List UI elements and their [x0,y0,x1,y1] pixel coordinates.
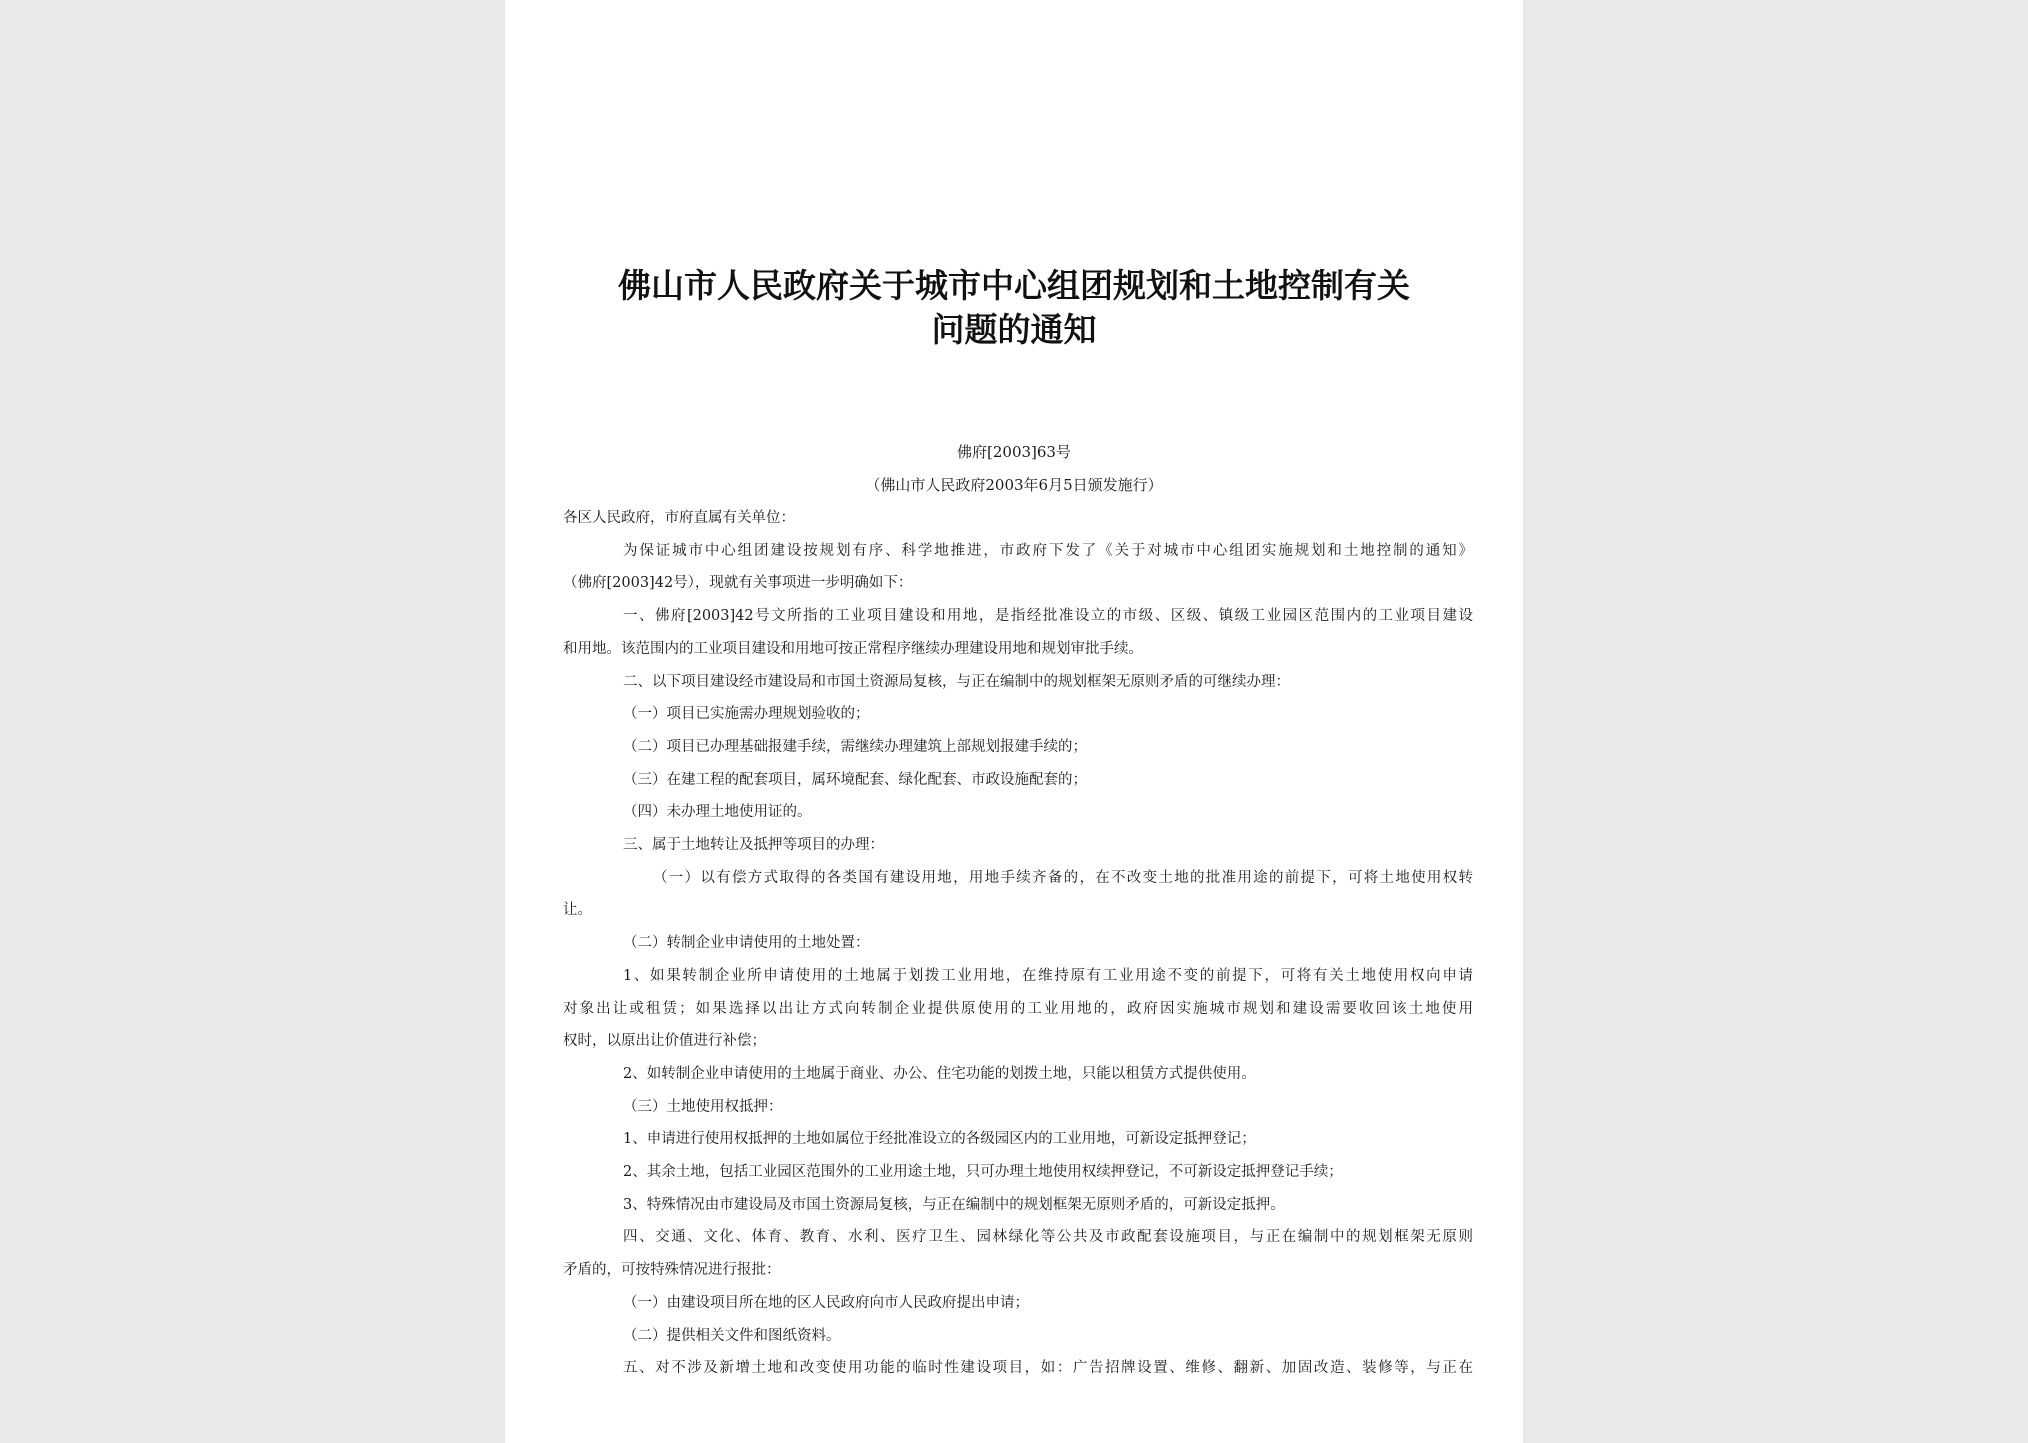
paragraph-line: 2、其余土地，包括工业园区范围外的工业用途土地，只可办理土地使用权续押登记，不可新设定抵押登记手续； [623,1164,1343,1180]
paragraph-line: （二）项目已办理基础报建手续，需继续办理建筑上部规划报建手续的； [623,739,1087,755]
paragraph-line: （二）提供相关文件和图纸资料。 [623,1328,841,1344]
paragraph-line: 矛盾的，可按特殊情况进行报批： [563,1262,781,1278]
paragraph-line: 二、以下项目建设经市建设局和市国土资源局复核，与正在编制中的规划框架无原则矛盾的可继续办理： [623,674,1290,690]
paragraph-line: 对象出让或租赁；如果选择以出让方式向转制企业提供原使用的工业用地的，政府因实施城市规划和建设需要收回该土地使用 [563,1001,1473,1017]
document-title-line-1: 佛山市人民政府关于城市中心组团规划和土地控制有关 [618,266,1410,305]
paragraph-line: （一）由建设项目所在地的区人民政府向市人民政府提出申请； [623,1295,1029,1311]
paragraph-line: （四）未办理土地使用证的。 [623,804,812,820]
paragraph-line: 让。 [563,902,592,918]
paragraph-line: 四、交通、文化、体育、教育、水利、医疗卫生、园林绿化等公共及市政配套设施项目，与正在编制中的规划框架无原则 [623,1229,1473,1245]
paragraph-line: 1、如果转制企业所申请使用的土地属于划拨工业用地，在维持原有工业用途不变的前提下，可将有关土地使用权向申请 [623,968,1473,984]
paragraph-line: 1、申请进行使用权抵押的土地如属位于经批准设立的各级园区内的工业用地，可新设定抵押登记； [623,1131,1256,1147]
paragraph-line: （三）土地使用权抵押： [623,1099,783,1115]
paragraph-line: 五、对不涉及新增土地和改变使用功能的临时性建设项目，如：广告招牌设置、维修、翻新、加固改造、装修等，与正在 [623,1360,1473,1376]
paragraph-line: （一）项目已实施需办理规划验收的； [623,706,870,722]
paragraph-line: 三、属于土地转让及抵押等项目的办理： [623,837,884,853]
paragraph-line: （佛府[2003]42号），现就有关事项进一步明确如下： [563,575,913,591]
paragraph-line: 为保证城市中心组团建设按规划有序、科学地推进，市政府下发了《关于对城市中心组团实施规划和土地控制的通知》 [623,543,1473,559]
paragraph-line: 3、特殊情况由市建设局及市国土资源局复核，与正在编制中的规划框架无原则矛盾的，可新设定抵押。 [623,1197,1285,1213]
paragraph-line: 各区人民政府，市府直属有关单位： [563,510,795,526]
paragraph-line: （一）以有偿方式取得的各类国有建设用地，用地手续齐备的，在不改变土地的批准用途的前提下，可将土地使用权转 [653,870,1473,886]
paragraph-line: 2、如转制企业申请使用的土地属于商业、办公、住宅功能的划拨土地，只能以租赁方式提供使用。 [623,1066,1256,1082]
document-title-line-2: 问题的通知 [931,310,1097,349]
issue-note: （佛山市人民政府2003年6月5日颁发施行） [865,476,1163,494]
paragraph-line: （二）转制企业申请使用的土地处置： [623,935,870,951]
document-page [505,0,1523,1443]
paragraph-line: 和用地。该范围内的工业项目建设和用地可按正常程序继续办理建设用地和规划审批手续。 [563,641,1143,657]
document-number: 佛府[2003]63号 [957,443,1071,461]
paragraph-line: 权时，以原出让价值进行补偿； [563,1033,766,1049]
paragraph-line: 一、佛府[2003]42号文所指的工业项目建设和用地，是指经批准设立的市级、区级、镇级工业园区范围内的工业项目建设 [623,608,1473,624]
paragraph-line: （三）在建工程的配套项目，属环境配套、绿化配套、市政设施配套的； [623,772,1087,788]
